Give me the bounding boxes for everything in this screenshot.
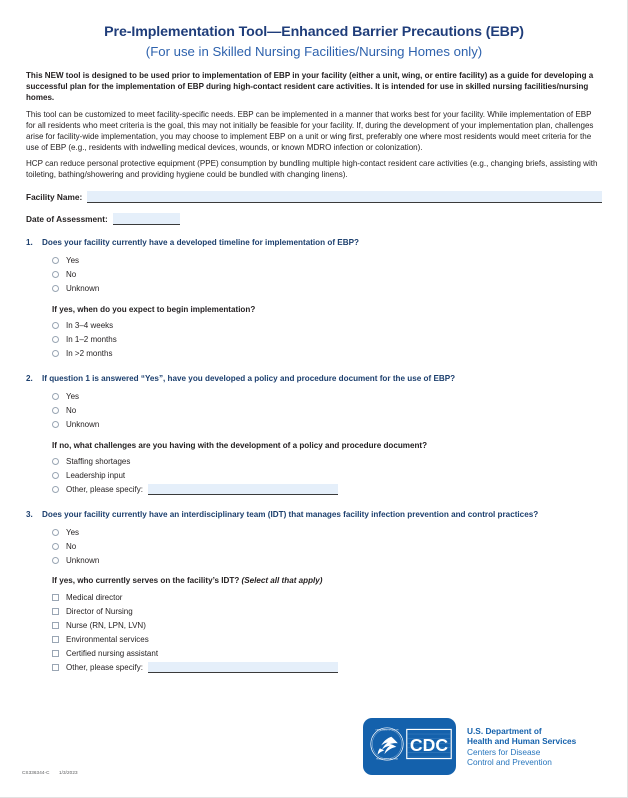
agency-text-block <box>467 726 576 768</box>
option-row[interactable] <box>52 404 602 418</box>
radio-icon[interactable] <box>52 458 59 465</box>
intro-paragraphs <box>26 71 602 181</box>
option-row[interactable] <box>52 618 602 632</box>
option-row-other[interactable] <box>52 660 602 674</box>
question-1 <box>26 238 602 361</box>
checkbox-icon[interactable] <box>52 636 59 643</box>
radio-icon[interactable] <box>52 472 59 479</box>
option-label: Director of Nursing <box>66 606 133 616</box>
question-2 <box>26 374 602 497</box>
page-title: Pre-Implementation Tool—Enhanced Barrier Precautions (EBP) <box>104 24 524 40</box>
question-3 <box>26 510 602 675</box>
option-row[interactable] <box>52 418 602 432</box>
option-label: Nurse (RN, LPN, LVN) <box>66 620 146 630</box>
option-row[interactable] <box>52 390 602 404</box>
radio-icon[interactable] <box>52 407 59 414</box>
option-label: Medical director <box>66 592 123 602</box>
question-2-heading <box>26 374 602 385</box>
option-row[interactable] <box>52 268 602 282</box>
intro-paragraph-3: HCP can reduce personal protective equipment (PPE) consumption by bundling multiple high-contact resident care activities (e.g., changing briefs, assisting with toileting, bathing/showering and providing hygiene could be bundled with changing linens). <box>26 159 598 180</box>
option-row[interactable] <box>52 553 602 567</box>
option-row[interactable] <box>52 333 602 347</box>
option-label: Staffing shortages <box>66 457 131 467</box>
question-1-sub-prompt: If yes, when do you expect to begin implementation? <box>52 304 256 314</box>
publication-date: 1/3/2023 <box>58 770 78 775</box>
agency-line-2: Health and Human Services <box>467 736 577 747</box>
question-3-sub-prompt <box>26 576 602 585</box>
option-label: No <box>66 541 77 551</box>
option-label: Environmental services <box>66 634 149 644</box>
radio-icon[interactable] <box>52 271 59 278</box>
option-row[interactable] <box>52 347 602 361</box>
option-row[interactable] <box>52 254 602 268</box>
question-3-sub-prompt-hint: (Select all that apply) <box>241 576 323 586</box>
option-row[interactable] <box>52 590 602 604</box>
option-row[interactable] <box>52 539 602 553</box>
publication-code-value: CS336344-C <box>22 770 50 775</box>
radio-icon[interactable] <box>52 393 59 400</box>
radio-icon[interactable] <box>52 322 59 329</box>
checkbox-icon[interactable] <box>52 608 59 615</box>
facility-name-input[interactable] <box>87 191 602 203</box>
other-specify-input[interactable] <box>148 662 338 673</box>
checkbox-icon[interactable] <box>52 650 59 657</box>
agency-line-3: Centers for Disease <box>467 746 541 757</box>
date-of-assessment-row <box>26 213 602 225</box>
title-block <box>26 0 602 60</box>
facility-name-label: Facility Name: <box>26 192 83 203</box>
question-1-number: 1. <box>26 238 33 248</box>
svg-text:DEPARTMENT OF HEALTH: DEPARTMENT OF HEALTH <box>375 729 399 732</box>
option-row[interactable] <box>52 469 602 483</box>
radio-icon[interactable] <box>52 543 59 550</box>
agency-line-1: U.S. Department of <box>467 725 542 736</box>
option-label: Unknown <box>66 555 100 565</box>
option-row[interactable] <box>52 455 602 469</box>
checkbox-icon[interactable] <box>52 594 59 601</box>
option-row[interactable] <box>52 604 602 618</box>
radio-icon[interactable] <box>52 285 59 292</box>
option-label: Yes <box>66 392 80 402</box>
question-2-text: If question 1 is answered “Yes”, have you developed a policy and procedure document for the use of EBP? <box>42 373 456 383</box>
radio-icon[interactable] <box>52 486 59 493</box>
option-row[interactable] <box>52 525 602 539</box>
question-3-text: Does your facility currently have an interdisciplinary team (IDT) that manages facility infection prevention and control practices? <box>42 509 539 519</box>
svg-text:CDC: CDC <box>409 734 449 755</box>
option-row[interactable] <box>52 319 602 333</box>
question-1-heading <box>26 238 602 249</box>
checkbox-icon[interactable] <box>52 622 59 629</box>
hhs-seal-icon <box>369 726 405 767</box>
checkbox-icon[interactable] <box>52 664 59 671</box>
question-3-sub-options <box>26 590 602 674</box>
page-content <box>26 0 602 674</box>
page-subtitle: (For use in Skilled Nursing Facilities/Nursing Homes only) <box>145 43 483 59</box>
option-label: Certified nursing assistant <box>66 648 159 658</box>
date-of-assessment-input[interactable] <box>113 213 180 225</box>
radio-icon[interactable] <box>52 529 59 536</box>
intro-paragraph-1: This NEW tool is designed to be used prior to implementation of EBP in your facility (either a unit, wing, or entire facility) as a guide for developing a successful plan for the implementation of EBP during high-contact resident care activities. It is intended for use in skilled nursing facilities/nursing homes. <box>26 70 594 102</box>
option-label: Other, please specify: <box>66 662 143 672</box>
option-label: In >2 months <box>66 349 113 359</box>
option-label: In 3–4 weeks <box>66 321 114 331</box>
question-1-sub-options <box>26 319 602 361</box>
other-specify-input[interactable] <box>148 484 338 495</box>
option-label: Yes <box>66 527 80 537</box>
option-row[interactable] <box>52 282 602 296</box>
logo-badge <box>363 718 456 775</box>
radio-icon[interactable] <box>52 336 59 343</box>
option-label: Other, please specify: <box>66 485 143 495</box>
option-label: Leadership input <box>66 471 126 481</box>
question-2-number: 2. <box>26 373 33 383</box>
question-2-sub-options <box>26 455 602 497</box>
question-3-number: 3. <box>26 509 33 519</box>
date-of-assessment-label: Date of Assessment: <box>26 214 108 225</box>
option-row[interactable] <box>52 646 602 660</box>
question-1-options <box>26 254 602 296</box>
option-label: Unknown <box>66 284 100 294</box>
option-label: Unknown <box>66 420 100 430</box>
question-1-text: Does your facility currently have a developed timeline for implementation of EBP? <box>42 238 359 248</box>
cdc-wordmark <box>406 728 452 765</box>
option-label: No <box>66 406 77 416</box>
option-label: No <box>66 270 77 280</box>
option-row[interactable] <box>52 632 602 646</box>
option-label: In 1–2 months <box>66 335 117 345</box>
option-row-other[interactable] <box>52 483 602 497</box>
intro-paragraph-2: This tool can be customized to meet facility-specific needs. EBP can be implemented in a manner that works best for your facility. While implementation of EBP for all residents who meet criteria is the goal, this may not initially be feasible for your facility. If, during the development of your implementation plan, challenges arise for facility-wide implementation, you may choose to implement EBP on a unit or wing first, preferably one where most residents would meet criteria for the use of EBP (e.g., residents with indwelling medical devices, wounds, or known MDRO infection or colonization). <box>26 109 594 152</box>
question-2-sub-prompt: If no, what challenges are you having with the development of a policy and procedure document? <box>52 440 428 450</box>
cdc-hhs-logo <box>363 718 576 775</box>
question-3-sub-prompt-text: If yes, who currently serves on the facility’s IDT? <box>52 576 240 586</box>
radio-icon[interactable] <box>52 257 59 264</box>
option-label: Yes <box>66 256 80 266</box>
radio-icon[interactable] <box>52 421 59 428</box>
question-3-options <box>26 525 602 567</box>
facility-name-row <box>26 191 602 203</box>
question-3-heading <box>26 510 602 521</box>
radio-icon[interactable] <box>52 350 59 357</box>
agency-line-4: Control and Prevention <box>467 756 552 767</box>
publication-code <box>22 770 78 775</box>
svg-text:HUMAN SERVICES · USA: HUMAN SERVICES · USA <box>376 758 398 761</box>
question-2-options <box>26 390 602 432</box>
radio-icon[interactable] <box>52 557 59 564</box>
